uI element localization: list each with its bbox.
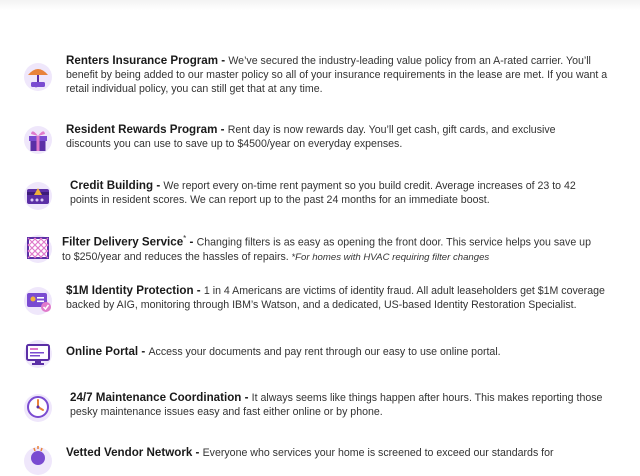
- benefit-title: Online Portal: [66, 345, 139, 358]
- title-separator: -: [217, 123, 228, 136]
- badge-icon: [22, 444, 54, 476]
- benefit-text: [66, 345, 606, 359]
- benefit-text: [70, 391, 610, 419]
- benefit-footnote: *For homes with HVAC requiring filter changes: [288, 251, 490, 263]
- benefit-text: [66, 284, 626, 312]
- umbrella-icon: [22, 60, 54, 92]
- benefit-description: We report every on-time rent payment so you build credit. Average increases of 23 to 42 points in resident scores. We can report up to the past 24 months for an immediate boost.: [70, 180, 576, 206]
- benefit-title: 24/7 Maintenance Coordination: [70, 391, 242, 404]
- title-asterisk: *: [183, 234, 187, 243]
- id-card-icon: [22, 284, 54, 316]
- title-separator: -: [153, 179, 164, 192]
- benefit-description: Rent day is now rewards day. You’ll get cash, gift cards, and exclusive discounts you can use to save up to $4500/year on everyday expenses.: [66, 124, 556, 150]
- benefit-title: Vetted Vendor Network: [66, 446, 193, 459]
- monitor-icon: [22, 337, 54, 369]
- benefit-description: Access your documents and pay rent through our easy to use online portal.: [148, 346, 501, 358]
- gift-icon: [22, 123, 54, 155]
- top-edge-shadow: [0, 0, 640, 10]
- benefit-title: $1M Identity Protection: [66, 284, 194, 297]
- benefit-description: It always seems like things happen after hours. This makes reporting those pesky maintenance issues easy and fast either online or by phone.: [70, 392, 603, 418]
- title-separator: -: [186, 235, 197, 249]
- benefit-text: [66, 54, 618, 96]
- benefit-text: [66, 446, 606, 460]
- title-separator: -: [241, 391, 252, 404]
- benefit-text: [66, 123, 596, 151]
- benefit-title: Credit Building: [70, 179, 154, 192]
- title-separator: -: [193, 284, 204, 297]
- benefit-description: We’ve secured the industry-leading value policy from an A-rated carrier. You’ll benefit by being added to our master policy so all of your insurance requirements in the lease are met. If you want a retail individual policy, you can still get that at any time.: [66, 55, 608, 95]
- benefit-description: Changing filters is as easy as opening the front door. This service helps you save up to $250/year and reduces the hassles of repairs.: [62, 236, 591, 263]
- clock-icon: [22, 391, 54, 423]
- benefit-title: Resident Rewards Program: [66, 123, 218, 136]
- benefit-description: Everyone who services your home is screened to exceed our standards for: [202, 447, 554, 459]
- credit-card-icon: [22, 179, 54, 211]
- benefit-title: Filter Delivery Service: [62, 235, 184, 249]
- title-separator: -: [192, 446, 203, 459]
- benefit-text: [62, 232, 602, 265]
- benefit-description: 1 in 4 Americans are victims of identity fraud. All adult leaseholders get $1M coverage backed by AIG, monitoring through IBM’s Watson, and a dedicated, US-based Identity Restoration Specialist.: [66, 285, 605, 311]
- title-separator: -: [218, 54, 229, 67]
- filter-icon: [22, 232, 54, 264]
- benefit-text: [70, 179, 600, 207]
- title-separator: -: [138, 345, 149, 358]
- benefit-title: Renters Insurance Program: [66, 54, 219, 67]
